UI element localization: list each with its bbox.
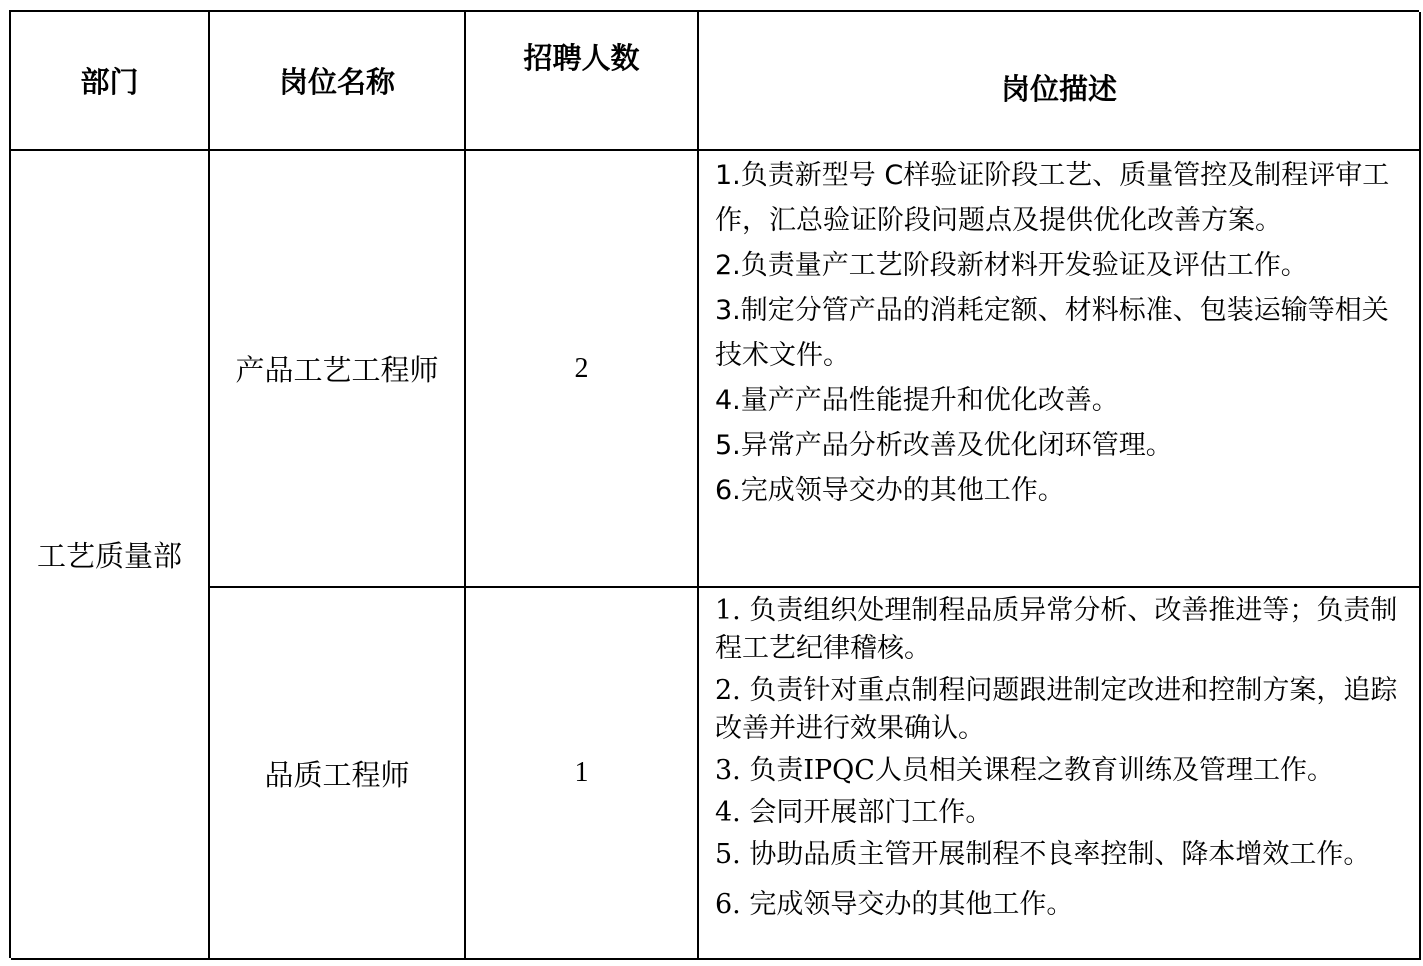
header-headcount [466, 12, 699, 151]
position-cell-1 [210, 151, 466, 588]
header-position-label: 岗位名称 [278, 65, 395, 99]
description-item: 1. 负责组织处理制程品质异常分析、改善推进等；负责制程工艺纪律稽核。 [715, 595, 1398, 664]
description-item: 3. 负责IPQC人员相关课程之教育训练及管理工作。 [715, 755, 1334, 786]
headcount-cell-2 [466, 588, 699, 960]
description-item: 4. 会同开展部门工作。 [715, 797, 993, 828]
header-description [699, 12, 1421, 151]
description-item: 6.完成领导交办的其他工作。 [715, 475, 1065, 506]
description-item: 3.制定分管产品的消耗定额、材料标准、包装运输等相关技术文件。 [715, 295, 1389, 371]
description-item: 5.异常产品分析改善及优化闭环管理。 [715, 430, 1173, 461]
description-cell-1 [699, 151, 1421, 588]
department-cell [11, 151, 210, 960]
header-department [11, 12, 210, 151]
header-department-label: 部门 [80, 65, 139, 99]
department-name: 工艺质量部 [36, 539, 182, 573]
description-item: 6. 完成领导交办的其他工作。 [715, 889, 1074, 920]
header-description-label: 岗位描述 [1000, 72, 1117, 106]
header-headcount-label: 招聘人数 [523, 41, 640, 75]
recruitment-table [9, 10, 1419, 958]
header-position [210, 12, 466, 151]
headcount-value-1: 2 [574, 352, 589, 384]
description-item: 2.负责量产工艺阶段新材料开发验证及评估工作。 [715, 250, 1308, 281]
description-cell-2 [699, 588, 1421, 960]
headcount-value-2: 1 [574, 757, 589, 788]
description-item: 2. 负责针对重点制程问题跟进制定改进和控制方案，追踪改善并进行效果确认。 [715, 675, 1398, 744]
description-item: 4.量产产品性能提升和优化改善。 [715, 385, 1119, 416]
position-name-1: 产品工艺工程师 [235, 353, 439, 387]
description-item: 5. 协助品质主管开展制程不良率控制、降本增效工作。 [715, 839, 1371, 870]
headcount-cell-1 [466, 151, 699, 588]
position-name-2: 品质工程师 [264, 757, 410, 792]
position-cell-2 [210, 588, 466, 960]
description-item: 1.负责新型号 C样验证阶段工艺、质量管控及制程评审工作，汇总验证阶段问题点及提供优化改善方案。 [715, 160, 1390, 236]
